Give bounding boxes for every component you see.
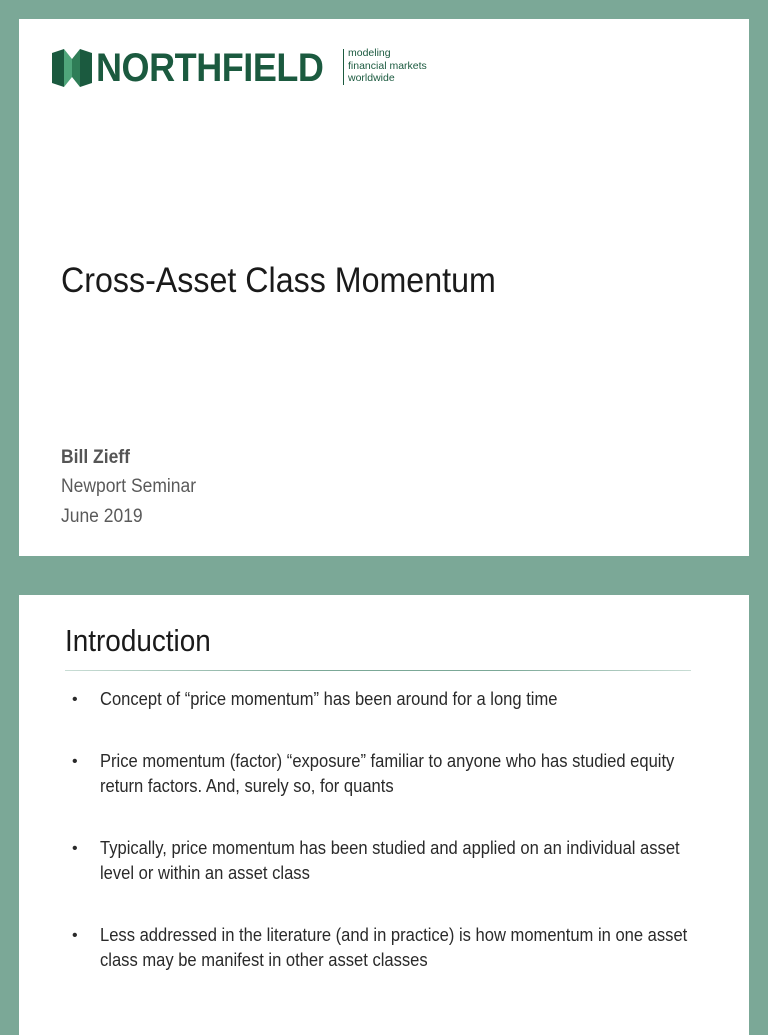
bullet-item [65, 749, 705, 799]
logo-wordmark: NORTHFIELD [96, 46, 324, 90]
title-slide [19, 19, 749, 556]
bullet-text: Price momentum (factor) “exposure” familiar to anyone who has studied equity return factors. And, surely so, for quants [100, 751, 675, 796]
logo-tagline [348, 47, 427, 85]
introduction-slide [19, 595, 749, 1035]
logo-tagline-line: modeling [348, 47, 391, 59]
bullet-item [65, 836, 705, 886]
slide-title: Introduction [65, 623, 211, 658]
northfield-cube-icon [52, 49, 92, 87]
bullet-text: Typically, price momentum has been studied and applied on an individual asset level or within an asset class [100, 838, 680, 883]
bullet-icon: • [72, 927, 78, 944]
bullet-text: Less addressed in the literature (and in practice) is how momentum in one asset class may be manifest in other asset classes [100, 925, 688, 970]
deck-title: Cross-Asset Class Momentum [61, 261, 496, 300]
event-name: Newport Seminar [61, 476, 197, 497]
bullet-icon: • [72, 840, 78, 857]
logo-tagline-line: financial markets [348, 59, 427, 72]
presenter-name: Bill Zieff [61, 447, 130, 468]
bullet-icon: • [72, 753, 78, 770]
bullet-item [65, 923, 705, 973]
bullet-list [65, 687, 705, 973]
logo-divider [343, 49, 344, 85]
bullet-text: Concept of “price momentum” has been around for a long time [100, 689, 558, 709]
bullet-item [65, 687, 705, 712]
title-divider [65, 670, 691, 671]
presentation-date: June 2019 [61, 506, 143, 527]
logo-tagline-line: worldwide [348, 72, 395, 84]
bullet-icon: • [72, 691, 78, 708]
presenter-block [61, 446, 196, 532]
northfield-logo [52, 46, 427, 90]
